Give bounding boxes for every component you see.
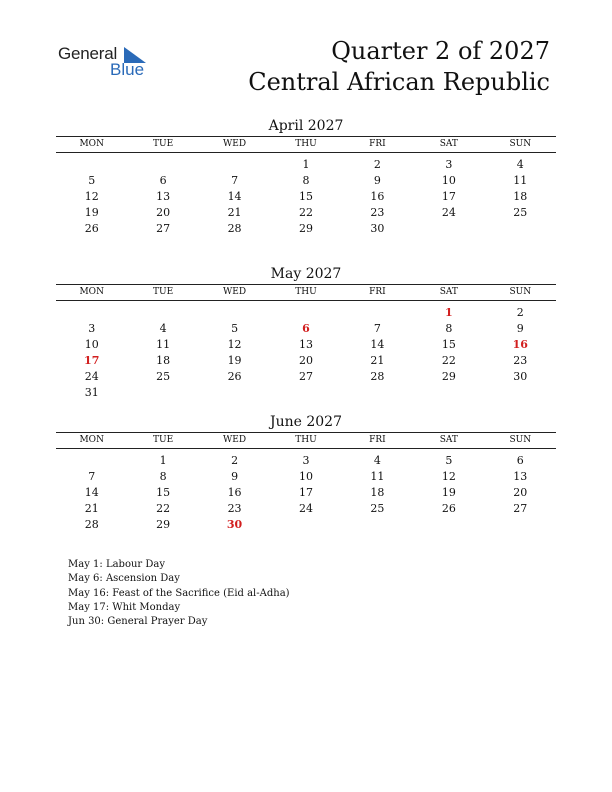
- weekday-header: SAT: [439, 287, 458, 297]
- day-cell: 18: [513, 190, 528, 203]
- weekday-header: TUE: [153, 435, 174, 445]
- day-cell: [342, 305, 413, 321]
- title-block: [248, 36, 550, 98]
- day-cell: 4: [516, 158, 524, 171]
- day-cell: 12: [441, 470, 456, 483]
- day-cell: 5: [231, 322, 239, 335]
- day-cell: [127, 305, 198, 321]
- month-title: June 2027: [269, 414, 342, 430]
- day-cell: [413, 385, 484, 401]
- day-cell: [342, 385, 413, 401]
- day-cell: 25: [156, 370, 171, 383]
- day-cell: 2: [231, 454, 239, 467]
- day-cell: [485, 221, 556, 237]
- day-cell: [127, 385, 198, 401]
- day-cell: 12: [84, 190, 99, 203]
- day-cell: 19: [441, 486, 456, 499]
- day-cell: [56, 305, 127, 321]
- weekday-header-row: [56, 432, 556, 449]
- day-cell: [485, 517, 556, 533]
- day-cell: 10: [441, 174, 456, 187]
- day-cell: 3: [445, 158, 453, 171]
- day-cell: 3: [302, 454, 310, 467]
- day-cell: 23: [227, 502, 242, 515]
- weekday-header: THU: [295, 139, 317, 149]
- day-cell: 1: [159, 454, 167, 467]
- logo-blue-text: Blue: [110, 60, 145, 79]
- day-cell: 8: [302, 174, 310, 187]
- day-cell: 4: [159, 322, 167, 335]
- holiday-note: Jun 30: General Prayer Day: [68, 616, 208, 628]
- day-cell: 11: [370, 470, 385, 483]
- day-cell: 15: [156, 486, 171, 499]
- day-cell-holiday: 6: [302, 322, 310, 335]
- day-cell: 10: [298, 470, 313, 483]
- day-cell: 20: [298, 354, 313, 367]
- weekday-header: THU: [295, 287, 317, 297]
- day-cell: 15: [298, 190, 313, 203]
- day-cell: 30: [370, 222, 385, 235]
- weekday-header: MON: [79, 435, 104, 445]
- day-cell: 9: [231, 470, 239, 483]
- day-cell: 18: [370, 486, 385, 499]
- holiday-note: May 6: Ascension Day: [68, 573, 180, 585]
- month-may: [56, 265, 556, 401]
- day-cell: 26: [441, 502, 456, 515]
- day-cell: [199, 157, 270, 173]
- day-cell: 4: [373, 454, 381, 467]
- day-cell: 14: [370, 338, 385, 351]
- weekday-header: MON: [79, 287, 104, 297]
- weekday-header: SUN: [509, 139, 532, 149]
- month-title: April 2027: [268, 118, 344, 134]
- day-cell: 24: [441, 206, 456, 219]
- day-cell: 9: [516, 322, 524, 335]
- weekday-header-row: [56, 136, 556, 153]
- weekday-header: SUN: [509, 287, 532, 297]
- weekday-header: SAT: [439, 435, 458, 445]
- day-cell: 17: [441, 190, 456, 203]
- day-grid: [56, 453, 556, 533]
- weekday-header: FRI: [369, 435, 386, 445]
- day-cell: 20: [513, 486, 528, 499]
- day-cell: [270, 385, 341, 401]
- month-title: May 2027: [270, 266, 342, 282]
- day-cell: 12: [227, 338, 242, 351]
- day-cell: 14: [227, 190, 242, 203]
- day-cell: 24: [298, 502, 313, 515]
- day-cell: [199, 305, 270, 321]
- day-cell: 2: [373, 158, 381, 171]
- day-cell: 7: [88, 470, 96, 483]
- month-june: [56, 413, 556, 533]
- day-cell: 20: [156, 206, 171, 219]
- day-cell: 11: [513, 174, 528, 187]
- day-cell: 8: [445, 322, 453, 335]
- day-cell: 28: [227, 222, 242, 235]
- weekday-header: SUN: [509, 435, 532, 445]
- day-cell: 7: [373, 322, 381, 335]
- month-april: [56, 117, 556, 237]
- holiday-note: May 16: Feast of the Sacrifice (Eid al-Adha): [68, 587, 290, 599]
- day-cell: 27: [156, 222, 171, 235]
- day-cell: [56, 453, 127, 469]
- day-cell: [342, 517, 413, 533]
- day-cell: 28: [370, 370, 385, 383]
- day-cell: 27: [298, 370, 313, 383]
- day-cell: 26: [227, 370, 242, 383]
- day-cell: 8: [159, 470, 167, 483]
- weekday-header: TUE: [153, 287, 174, 297]
- weekday-header: FRI: [369, 139, 386, 149]
- day-cell: 23: [370, 206, 385, 219]
- day-cell: 22: [298, 206, 313, 219]
- day-cell: [127, 157, 198, 173]
- day-cell: [413, 221, 484, 237]
- day-cell: 19: [227, 354, 242, 367]
- day-cell-holiday: 17: [84, 354, 100, 367]
- day-cell: 18: [156, 354, 171, 367]
- day-cell-holiday: 30: [226, 518, 243, 531]
- day-cell: [485, 385, 556, 401]
- day-cell: 13: [298, 338, 313, 351]
- day-cell: 30: [513, 370, 528, 383]
- day-cell: 11: [156, 338, 171, 351]
- weekday-header: MON: [79, 139, 104, 149]
- day-cell: 21: [84, 502, 99, 515]
- day-cell-holiday: 1: [445, 306, 453, 319]
- day-cell: 22: [441, 354, 456, 367]
- day-cell: 31: [84, 386, 99, 399]
- day-cell: 29: [298, 222, 313, 235]
- day-cell: 25: [513, 206, 528, 219]
- logo: [58, 44, 158, 80]
- page-subtitle: Central African Republic: [248, 68, 550, 96]
- weekday-header: THU: [295, 435, 317, 445]
- day-cell: 13: [513, 470, 528, 483]
- day-cell: 7: [231, 174, 239, 187]
- weekday-header: SAT: [439, 139, 458, 149]
- weekday-header-row: [56, 284, 556, 301]
- weekday-header: WED: [223, 435, 247, 445]
- day-cell: 19: [84, 206, 99, 219]
- day-cell-holiday: 16: [512, 338, 528, 351]
- day-cell: 14: [84, 486, 99, 499]
- day-cell: 25: [370, 502, 385, 515]
- day-cell: [413, 517, 484, 533]
- day-cell: 26: [84, 222, 99, 235]
- weekday-header: TUE: [153, 139, 174, 149]
- day-grid: [56, 157, 556, 237]
- day-cell: 22: [156, 502, 171, 515]
- day-cell: 2: [516, 306, 524, 319]
- day-cell: [270, 305, 341, 321]
- day-cell: 29: [441, 370, 456, 383]
- day-cell: 5: [445, 454, 453, 467]
- day-cell: 16: [370, 190, 385, 203]
- day-cell: 9: [373, 174, 381, 187]
- weekday-header: WED: [223, 287, 247, 297]
- day-cell: 15: [441, 338, 456, 351]
- page-title: Quarter 2 of 2027: [331, 37, 550, 65]
- holiday-notes: [68, 558, 290, 629]
- day-cell: 1: [302, 158, 310, 171]
- day-cell: 5: [88, 174, 96, 187]
- weekday-header: WED: [223, 139, 247, 149]
- day-cell: 6: [516, 454, 524, 467]
- day-cell: 27: [513, 502, 528, 515]
- day-cell: 29: [156, 518, 171, 531]
- day-cell: 21: [370, 354, 385, 367]
- weekday-header: FRI: [369, 287, 386, 297]
- day-cell: [199, 385, 270, 401]
- day-cell: 28: [84, 518, 99, 531]
- day-cell: 10: [84, 338, 99, 351]
- logo-general-text: General: [58, 44, 118, 63]
- day-cell: 17: [298, 486, 313, 499]
- day-cell: 23: [513, 354, 528, 367]
- day-cell: 3: [88, 322, 96, 335]
- day-cell: 21: [227, 206, 242, 219]
- holiday-note: May 17: Whit Monday: [68, 601, 181, 613]
- day-cell: 24: [84, 370, 99, 383]
- day-cell: 6: [159, 174, 167, 187]
- day-cell: [56, 157, 127, 173]
- day-grid: [56, 305, 556, 401]
- day-cell: 16: [227, 486, 242, 499]
- day-cell: 13: [156, 190, 171, 203]
- day-cell: [270, 517, 341, 533]
- holiday-note: May 1: Labour Day: [68, 559, 165, 570]
